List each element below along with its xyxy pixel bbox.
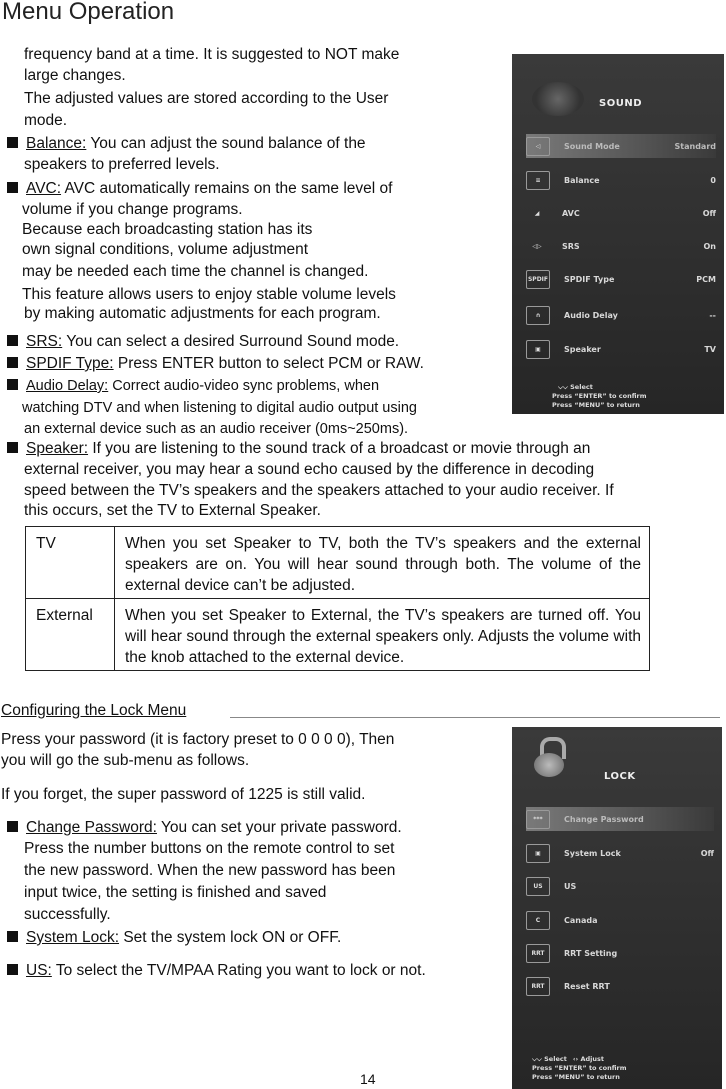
bullet-icon bbox=[7, 964, 18, 975]
lock-menu-title: LOCK bbox=[604, 771, 636, 782]
intro-line: The adjusted values are stored according to the User bbox=[24, 90, 389, 107]
bullet-icon bbox=[7, 357, 18, 368]
us-term: US: bbox=[26, 962, 52, 979]
intro-line: frequency band at a time. It is suggested to NOT make bbox=[24, 46, 400, 63]
change-password-item bbox=[7, 817, 402, 839]
sound-menu-panel bbox=[512, 54, 724, 414]
sound-menu-hints: ⌵⌵ Select Press “ENTER” to confirm Press “MENU” to return bbox=[552, 383, 647, 409]
spdif-text: Press ENTER button to select PCM or RAW. bbox=[113, 355, 424, 372]
speaker-item bbox=[7, 438, 590, 460]
change-password-line: successfully. bbox=[24, 906, 111, 923]
speaker-table bbox=[25, 526, 650, 671]
lock-menu-panel bbox=[512, 727, 722, 1089]
bullet-icon bbox=[7, 821, 18, 832]
lock-menu-item[interactable]: ▣ System Lock Off bbox=[526, 841, 714, 865]
page-number: 14 bbox=[360, 1071, 376, 1087]
audio-delay-item bbox=[7, 375, 379, 397]
bullet-icon bbox=[7, 379, 18, 390]
canada-icon: C bbox=[526, 911, 550, 930]
avc-line: by making automatic adjustments for each program. bbox=[24, 305, 381, 322]
avc-line: Because each broadcasting station has its bbox=[22, 221, 313, 238]
sound-menu-item[interactable]: ◁ Sound Mode Standard bbox=[526, 134, 716, 158]
audio-delay-icon: ∩ bbox=[526, 306, 550, 325]
avc-term: AVC: bbox=[26, 180, 62, 197]
select-arrows-icon: ⌵⌵ bbox=[532, 1055, 545, 1063]
change-password-line: Press the number buttons on the remote control to set bbox=[24, 840, 395, 857]
table-cell-description: When you set Speaker to External, the TV’s speakers are turned off. You will hear sound through the external speakers only. Adjusts the volume with the knob attached to the external device. bbox=[115, 599, 650, 671]
system-lock-item bbox=[7, 927, 341, 949]
table-row bbox=[26, 599, 650, 671]
audio-delay-line: an external device such as an audio receiver (0ms~250ms). bbox=[24, 421, 409, 437]
avc-line: This feature allows users to enjoy stable volume levels bbox=[22, 286, 396, 303]
balance-term: Balance: bbox=[26, 135, 87, 152]
intro-line: mode. bbox=[24, 112, 68, 129]
intro-line: large changes. bbox=[24, 67, 126, 84]
avc-text: AVC automatically remains on the same level of bbox=[61, 180, 393, 197]
adjust-arrows-icon: ‹› bbox=[572, 1055, 581, 1063]
super-password-code: 1225 bbox=[248, 786, 283, 803]
srs-text: You can select a desired Surround Sound mode. bbox=[62, 333, 400, 350]
sound-mode-icon: ◁ bbox=[526, 137, 550, 156]
bullet-icon bbox=[7, 931, 18, 942]
sound-menu-item[interactable]: ≡ Balance 0 bbox=[526, 168, 716, 192]
spdif-item bbox=[7, 353, 424, 375]
lock-menu-item[interactable]: *** Change Password bbox=[526, 807, 714, 831]
page-title: Menu Operation bbox=[2, 0, 175, 25]
section-rule bbox=[230, 717, 720, 718]
section-heading: Configuring the Lock Menu bbox=[1, 702, 187, 719]
avc-icon: ◢ bbox=[534, 209, 540, 217]
bullet-icon bbox=[7, 335, 18, 346]
sound-menu-item[interactable]: ◢ AVC Off bbox=[526, 201, 716, 225]
lock-menu-item[interactable]: US US bbox=[526, 874, 714, 898]
balance-item bbox=[7, 133, 366, 155]
lock-menu-item[interactable]: RRT RRT Setting bbox=[526, 941, 714, 965]
spdif-icon: SPDIF bbox=[526, 270, 550, 289]
table-cell-option: TV bbox=[26, 527, 115, 599]
speaker-text: If you are listening to the sound track of a broadcast or movie through an bbox=[88, 440, 591, 457]
avc-line: volume if you change programs. bbox=[22, 201, 243, 218]
speaker-line: speed between the TV’s speakers and the speakers attached to your audio receiver. If bbox=[24, 482, 614, 499]
balance-text: You can adjust the sound balance of the bbox=[86, 135, 366, 152]
srs-icon: ◁▷ bbox=[532, 242, 542, 250]
sound-menu-item[interactable]: ▣ Speaker TV bbox=[526, 337, 716, 361]
sound-menu-item[interactable]: ◁▷ SRS On bbox=[526, 234, 716, 258]
audio-delay-line: watching DTV and when listening to digital audio output using bbox=[22, 400, 417, 416]
system-lock-icon: ▣ bbox=[526, 844, 550, 863]
us-text: To select the TV/MPAA Rating you want to lock or not. bbox=[51, 962, 426, 979]
change-password-line: the new password. When the new password has been bbox=[24, 862, 396, 879]
speaker-logo-icon bbox=[532, 82, 584, 116]
spdif-term: SPDIF Type: bbox=[26, 355, 114, 372]
us-icon: US bbox=[526, 877, 550, 896]
lock-menu-hints: ⌵⌵ Select ‹› Adjust Press “ENTER” to confirm Press “MENU” to return bbox=[532, 1055, 627, 1081]
lock-intro-line: Press your password (it is factory preset to 0 0 0 0), Then bbox=[1, 731, 395, 748]
change-password-term: Change Password: bbox=[26, 819, 157, 836]
srs-term: SRS: bbox=[26, 333, 63, 350]
speaker-icon: ▣ bbox=[526, 340, 550, 359]
speaker-term: Speaker: bbox=[26, 440, 89, 457]
sound-menu-item[interactable]: SPDIF SPDIF Type PCM bbox=[526, 267, 716, 291]
lock-menu-item[interactable]: RRT Reset RRT bbox=[526, 974, 714, 998]
table-row bbox=[26, 527, 650, 599]
bullet-icon bbox=[7, 137, 18, 148]
speaker-line: this occurs, set the TV to External Speaker. bbox=[24, 502, 321, 519]
change-password-icon: *** bbox=[526, 810, 550, 829]
speaker-line: external receiver, you may hear a sound echo caused by the difference in decoding bbox=[24, 461, 595, 478]
reset-rrt-icon: RRT bbox=[526, 977, 550, 996]
change-password-line: input twice, the setting is finished and saved bbox=[24, 884, 327, 901]
change-password-text: You can set your private password. bbox=[156, 819, 402, 836]
srs-item bbox=[7, 331, 399, 353]
bullet-icon bbox=[7, 442, 18, 453]
system-lock-text: Set the system lock ON or OFF. bbox=[119, 929, 342, 946]
bullet-icon bbox=[7, 182, 18, 193]
select-arrows-icon: ⌵⌵ bbox=[558, 383, 571, 391]
system-lock-term: System Lock: bbox=[26, 929, 120, 946]
lock-menu-item[interactable]: C Canada bbox=[526, 908, 714, 932]
us-item bbox=[7, 960, 426, 982]
avc-item bbox=[7, 178, 392, 200]
table-cell-description: When you set Speaker to TV, both the TV’s speakers and the external speakers are on. You will hear sound through both. The volume of the external device can’t be adjusted. bbox=[115, 527, 650, 599]
balance-icon: ≡ bbox=[526, 171, 550, 190]
balance-line: speakers to preferred levels. bbox=[24, 156, 220, 173]
avc-line: own signal conditions, volume adjustment bbox=[22, 241, 309, 258]
sound-menu-item[interactable]: ∩ Audio Delay -- bbox=[526, 303, 716, 327]
padlock-icon bbox=[534, 737, 564, 777]
sound-menu-title: SOUND bbox=[599, 98, 642, 109]
lock-intro-line: you will go the sub-menu as follows. bbox=[1, 752, 250, 769]
table-cell-option: External bbox=[26, 599, 115, 671]
super-password-line: If you forget, the super password of 1225 is still valid. bbox=[1, 786, 366, 803]
audio-delay-text: Correct audio-video sync problems, when bbox=[108, 378, 380, 394]
rrt-setting-icon: RRT bbox=[526, 944, 550, 963]
audio-delay-term: Audio Delay: bbox=[26, 378, 109, 394]
avc-line: may be needed each time the channel is changed. bbox=[22, 263, 369, 280]
